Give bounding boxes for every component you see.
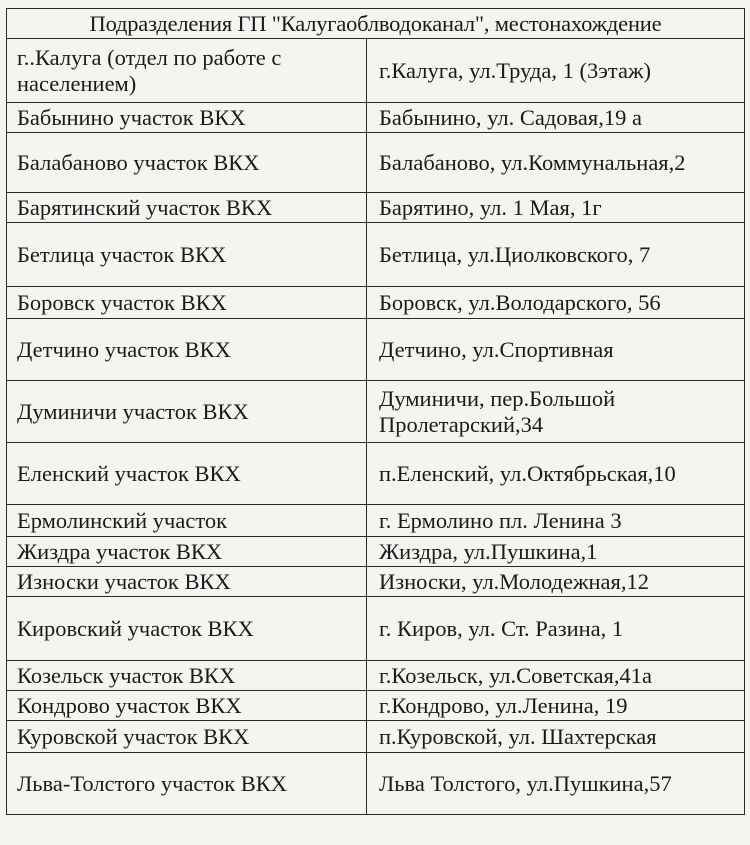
address-cell: Жиздра, ул.Пушкина,1 (367, 537, 745, 567)
units-table (6, 8, 745, 815)
unit-name-cell: Кондрово участок ВКХ (7, 691, 367, 721)
unit-name-cell: Барятинский участок ВКХ (7, 193, 367, 223)
address-cell: Думиничи, пер.Большой Пролетарский,34 (367, 381, 745, 443)
table-row (7, 103, 745, 133)
table-row (7, 223, 745, 287)
address-cell: г. Ермолино пл. Ленина 3 (367, 505, 745, 537)
unit-name-cell: Детчино участок ВКХ (7, 319, 367, 381)
table-row (7, 505, 745, 537)
table-row (7, 287, 745, 319)
table-row (7, 567, 745, 597)
table-header-row (7, 9, 745, 39)
address-cell: г.Калуга, ул.Труда, 1 (3этаж) (367, 39, 745, 103)
address-cell: г.Козельск, ул.Советская,41а (367, 661, 745, 691)
unit-name-cell: Еленский участок ВКХ (7, 443, 367, 505)
table-row (7, 133, 745, 193)
unit-name-cell: Кировский участок ВКХ (7, 597, 367, 661)
unit-name-cell: Думиничи участок ВКХ (7, 381, 367, 443)
address-cell: г. Киров, ул. Ст. Разина, 1 (367, 597, 745, 661)
address-cell: п.Еленский, ул.Октябрьская,10 (367, 443, 745, 505)
table-header: Подразделения ГП "Калугаоблводоканал", местонахождение (7, 9, 745, 39)
unit-name-cell: Бетлица участок ВКХ (7, 223, 367, 287)
unit-name-cell: Козельск участок ВКХ (7, 661, 367, 691)
table-row (7, 443, 745, 505)
address-cell: Детчино, ул.Спортивная (367, 319, 745, 381)
unit-name-cell: Боровск участок ВКХ (7, 287, 367, 319)
address-cell: Балабаново, ул.Коммунальная,2 (367, 133, 745, 193)
table-row (7, 193, 745, 223)
address-cell: Бабынино, ул. Садовая,19 а (367, 103, 745, 133)
table-row (7, 39, 745, 103)
address-cell: г.Кондрово, ул.Ленина, 19 (367, 691, 745, 721)
address-cell: Бетлица, ул.Циолковского, 7 (367, 223, 745, 287)
table-row (7, 753, 745, 815)
address-cell: Боровск, ул.Володарского, 56 (367, 287, 745, 319)
table-row (7, 381, 745, 443)
unit-name-cell: Ермолинский участок (7, 505, 367, 537)
address-cell: п.Куровской, ул. Шахтерская (367, 721, 745, 753)
unit-name-cell: г..Калуга (отдел по работе с населением) (7, 39, 367, 103)
table-row (7, 721, 745, 753)
table-row (7, 597, 745, 661)
table-row (7, 319, 745, 381)
unit-name-cell: Бабынино участок ВКХ (7, 103, 367, 133)
table-row (7, 691, 745, 721)
address-cell: Износки, ул.Молодежная,12 (367, 567, 745, 597)
unit-name-cell: Балабаново участок ВКХ (7, 133, 367, 193)
address-cell: Льва Толстого, ул.Пушкина,57 (367, 753, 745, 815)
table-row (7, 661, 745, 691)
table-row (7, 537, 745, 567)
unit-name-cell: Жиздра участок ВКХ (7, 537, 367, 567)
unit-name-cell: Куровской участок ВКХ (7, 721, 367, 753)
unit-name-cell: Льва-Толстого участок ВКХ (7, 753, 367, 815)
unit-name-cell: Износки участок ВКХ (7, 567, 367, 597)
address-cell: Барятино, ул. 1 Мая, 1г (367, 193, 745, 223)
